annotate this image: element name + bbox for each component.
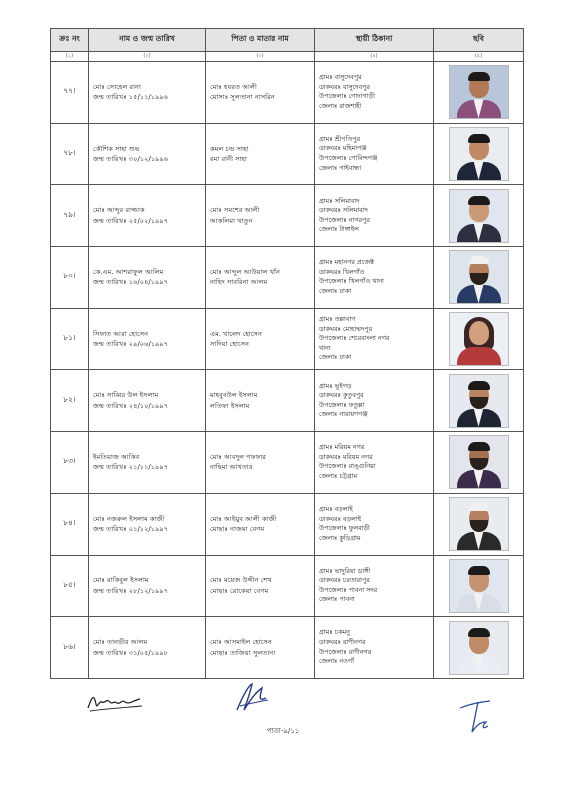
address-block [315, 135, 433, 173]
address-block [315, 197, 433, 235]
address-line: জেলাঃ চট্টগ্রাম [319, 472, 358, 481]
table-row [51, 308, 524, 370]
address-block [315, 315, 433, 363]
header-address: স্থায়ী ঠিকানা [315, 29, 434, 52]
candidate-name: মোঃ সাব্বির উল ইসলাম [93, 391, 159, 400]
address-cell [315, 370, 434, 432]
photo-cell [434, 617, 524, 679]
address-cell [315, 123, 434, 185]
photo-cell [434, 432, 524, 494]
address-line: জেলাঃ গাইবান্ধা [319, 163, 362, 172]
address-line: গ্রামঃ শ্রীপতিপুর [319, 134, 361, 143]
candidate-name: মোঃ নজরুল ইসলাম কাজী [93, 514, 165, 523]
address-line: জেলাঃ ঢাকা [319, 353, 352, 362]
address-line: গ্রামঃ ভূইগড় [319, 381, 352, 390]
father-name: কমল চন্দ্র সাহা [210, 144, 249, 153]
father-name: মোঃ ময়েজ উদ্দীন শেখ [210, 576, 272, 585]
candidate-name: মোঃ সোহেল রানা [93, 82, 141, 91]
address-cell [315, 62, 434, 124]
photo-cell [434, 123, 524, 185]
mother-name: নাছিমা আখতার [210, 463, 253, 472]
address-line: গ্রামঃ বড়লাই [319, 504, 353, 513]
header-serial: ক্রঃ নং [51, 29, 89, 52]
photo-cell [434, 62, 524, 124]
address-block [315, 628, 433, 666]
candidate-name: মোঃ তানভীর আলম [93, 638, 148, 647]
address-line: গ্রামঃ সলিমাবাদ [319, 196, 360, 205]
serial-cell: ৭৭। [51, 62, 89, 124]
parents-block [206, 575, 314, 596]
column-number-row [51, 52, 524, 62]
candidate-name: কৌশিক সাহা শুভ [93, 144, 140, 153]
parents-cell [206, 370, 315, 432]
table-row [51, 555, 524, 617]
name-cell [89, 432, 206, 494]
address-line: গ্রামঃ মহানগর প্রজেক্ট [319, 258, 374, 267]
table-row [51, 617, 524, 679]
signature-middle [232, 680, 272, 714]
table-row [51, 493, 524, 555]
address-block [315, 567, 433, 605]
address-line: ডাকঘরঃ চরতারাপুর [319, 576, 370, 585]
father-name: মোঃ সমশের আলী [210, 206, 260, 215]
name-block [89, 575, 205, 596]
parents-block [206, 514, 314, 535]
name-block [89, 452, 205, 473]
parents-cell [206, 185, 315, 247]
father-name: মোঃ হযরত আলী [210, 82, 257, 91]
address-block [315, 258, 433, 296]
serial-cell: ৮২। [51, 370, 89, 432]
parents-block [206, 329, 314, 350]
address-line: উপজেলাঃ ফুলবাড়ী [319, 524, 370, 533]
column-number: (৫) [434, 52, 524, 62]
serial-cell: ৭৮। [51, 123, 89, 185]
parents-cell [206, 123, 315, 185]
mother-name: মোছাঃ তাজিয়া সুলতানা [210, 648, 276, 657]
date-of-birth: জন্ম তারিখঃ ৩০/১২/১৯৯৬ [93, 155, 169, 164]
candidate-photo [449, 435, 509, 489]
address-cell [315, 617, 434, 679]
signature-left [84, 690, 146, 716]
name-cell [89, 617, 206, 679]
serial-cell: ৮৫। [51, 555, 89, 617]
parents-cell [206, 617, 315, 679]
serial-cell: ৮০। [51, 247, 89, 309]
parents-block [206, 144, 314, 165]
table-row [51, 62, 524, 124]
parents-cell [206, 308, 315, 370]
serial-cell: ৮১। [51, 308, 89, 370]
candidate-photo [449, 621, 509, 675]
date-of-birth: জন্ম তারিখঃ ২৮/১২/১৯৯৭ [93, 586, 169, 595]
column-number: (১) [51, 52, 89, 62]
candidate-name: মোঃ আব্দুর রাজ্জাক [93, 206, 145, 215]
table-row [51, 123, 524, 185]
parents-block [206, 205, 314, 226]
date-of-birth: জন্ম তারিখঃ ১৫/১১/১৯৯৬ [93, 93, 169, 102]
date-of-birth: জন্ম তারিখঃ ২৪/১০/১৯৯৭ [93, 401, 169, 410]
candidate-name: সিফাত আরা হোসেন [93, 329, 149, 338]
column-number: (৩) [206, 52, 315, 62]
father-name: এম. খালেদ হোসেন [210, 329, 262, 338]
parents-cell [206, 493, 315, 555]
candidate-name: মোঃ রাকিবুল ইসলাম [93, 576, 149, 585]
father-name: মোঃ আব্দুল আউয়াল খাঁন [210, 267, 280, 276]
candidate-name: ইমতিয়াজ আকিব [93, 452, 140, 461]
father-name: মোঃ আবদুল গফফার [210, 452, 266, 461]
serial-cell: ৮৩। [51, 432, 89, 494]
column-number: (৪) [315, 52, 434, 62]
parents-block [206, 637, 314, 658]
header-name: নাম ও জন্ম তারিখ [89, 29, 206, 52]
address-line: ডাকঘরঃ কুতুবপুর [319, 391, 364, 400]
photo-cell [434, 370, 524, 432]
name-cell [89, 308, 206, 370]
parents-block [206, 452, 314, 473]
address-line: ডাকঘরঃ বড়লাই [319, 514, 361, 523]
address-block [315, 443, 433, 481]
address-line: জেলাঃ নারায়ণগঞ্জ [319, 410, 368, 419]
address-line: জেলাঃ নওগাঁ [319, 657, 354, 666]
photo-cell [434, 493, 524, 555]
candidate-photo [449, 127, 509, 181]
name-cell [89, 555, 206, 617]
candidate-photo [449, 312, 509, 366]
address-line: গ্রামঃ মরিয়ম নগর [319, 443, 365, 452]
photo-cell [434, 555, 524, 617]
mother-name: মোসাঃ সুলতানা নাসরিন [210, 93, 275, 102]
page-number: পাতা-৯/১১ [266, 727, 300, 735]
candidate-photo [449, 559, 509, 613]
address-line: উপজেলাঃ শেরেবাংলা নগর [319, 334, 390, 343]
parents-cell [206, 62, 315, 124]
name-cell [89, 493, 206, 555]
address-line: উপজেলাঃ ফতুল্লা [319, 400, 365, 409]
date-of-birth: জন্ম তারিখঃ ১৬/০৪/১৯৯৭ [93, 278, 169, 287]
serial-cell: ৮৪। [51, 493, 89, 555]
address-line: উপজেলাঃ গোবিন্দগঞ্জ [319, 154, 378, 163]
date-of-birth: জন্ম তারিখঃ ২৯/০৬/১৯৯৭ [93, 340, 169, 349]
name-block [89, 637, 205, 658]
address-line: উপজেলাঃ পাবনা সদর [319, 585, 378, 594]
father-name: মোঃ আসমাইল হোসেন [210, 638, 272, 647]
parents-cell [206, 247, 315, 309]
candidate-name: কে.এম. আশরাফুল আলিম [93, 267, 164, 276]
mother-name: মোছাঃ নাজমা বেগম [210, 525, 265, 534]
name-block [89, 514, 205, 535]
address-line: উপজেলাঃ গোদাগাড়ী [319, 92, 375, 101]
name-block [89, 390, 205, 411]
name-cell [89, 247, 206, 309]
father-name: মাহবুবউল ইসলাম [210, 391, 258, 400]
photo-cell [434, 308, 524, 370]
address-line: জেলাঃ ঢাকা [319, 287, 352, 295]
name-cell [89, 185, 206, 247]
date-of-birth: জন্ম তারিখঃ ০১/১২/১৯৯৭ [93, 525, 169, 534]
photo-cell [434, 247, 524, 309]
address-line: গ্রামঃ ভাদুরিয়া ডাঙ্গী [319, 566, 371, 575]
name-cell [89, 123, 206, 185]
table-row [51, 370, 524, 432]
date-of-birth: জন্ম তারিখঃ ৩১/০৫/১৯৯৮ [93, 648, 169, 657]
serial-cell: ৮৬। [51, 617, 89, 679]
date-of-birth: জন্ম তারিখঃ ২৫/০২/১৯৯৭ [93, 216, 169, 225]
address-line: ডাকঘরঃ মহিমাগঞ্জ [319, 144, 367, 153]
address-line: গ্রামঃ চকমনু [319, 628, 350, 637]
address-cell [315, 185, 434, 247]
parents-block [206, 82, 314, 103]
name-cell [89, 62, 206, 124]
address-block [315, 382, 433, 420]
mother-name: রমা রানী সাহা [210, 155, 247, 164]
address-line: জেলাঃ টাঙ্গাইল [319, 225, 359, 234]
parents-block [206, 390, 314, 411]
mother-name: লতিফা ইসলাম [210, 401, 250, 410]
header-parents: পিতা ও মাতার নাম [206, 29, 315, 52]
address-line: জেলাঃ রাজশাহী [319, 101, 362, 110]
parents-cell [206, 432, 315, 494]
photo-cell [434, 185, 524, 247]
date-of-birth: জন্ম তারিখঃ ২১/১১/১৯৯৭ [93, 463, 169, 472]
address-line: উপজেলাঃ নাগরপুর [319, 215, 370, 224]
address-line: গ্রামঃ তল্লাবাগ [319, 315, 356, 324]
address-block [315, 73, 433, 111]
mother-name: আকলিমা খাতুন [210, 216, 253, 225]
name-block [89, 329, 205, 350]
address-block [315, 505, 433, 543]
address-line: ডাকঘরঃ খিলগাঁও [319, 267, 365, 276]
address-line: ডাকঘরঃ মরিয়ম নগর [319, 452, 373, 461]
candidate-photo [449, 65, 509, 119]
parents-block [206, 267, 314, 288]
address-line: ডাকঘরঃ রাণীনগর [319, 637, 366, 646]
father-name: মোঃ আইয়ুব আলী কাজী [210, 514, 277, 523]
address-cell [315, 555, 434, 617]
name-cell [89, 370, 206, 432]
name-block [89, 267, 205, 288]
address-line: ডাকঘরঃ সলিমাবাদ [319, 206, 368, 215]
address-cell [315, 308, 434, 370]
candidate-table [50, 28, 524, 679]
serial-cell: ৭৯। [51, 185, 89, 247]
address-line: ডাকঘরঃ মোহাম্মদপুর [319, 324, 373, 333]
header-row [51, 29, 524, 52]
candidate-photo [449, 250, 509, 304]
address-line: উপজেলাঃ রাঙ্গুনিয়া [319, 462, 376, 471]
mother-name: সাদিয়া হোসেন [210, 340, 250, 349]
address-line: উপজেলাঃ খিলগাঁও থানা [319, 277, 384, 286]
name-block [89, 205, 205, 226]
header-photo: ছবি [434, 29, 524, 52]
mother-name: নাহিদ সাবরিনা আলম [210, 278, 268, 287]
name-block [89, 82, 205, 103]
address-line: থানা [319, 343, 331, 352]
address-line: গ্রামঃ বাসুদেবপুর [319, 73, 362, 82]
address-line: জেলাঃ পাবনা [319, 595, 355, 604]
column-number: (২) [89, 52, 206, 62]
table-row [51, 432, 524, 494]
candidate-photo [449, 189, 509, 243]
address-cell [315, 432, 434, 494]
name-block [89, 144, 205, 165]
parents-cell [206, 555, 315, 617]
address-line: উপজেলাঃ রাণীনগর [319, 647, 372, 656]
candidate-photo [449, 497, 509, 551]
address-cell [315, 247, 434, 309]
address-line: ডাকঘরঃ বাসুদেবপুর [319, 82, 370, 91]
address-line: জেলাঃ কুড়িগ্রাম [319, 533, 361, 542]
candidate-photo [449, 374, 509, 428]
table-row [51, 247, 524, 309]
mother-name: মোছাঃ রোকেয়া বেগম [210, 586, 269, 595]
table-row [51, 185, 524, 247]
address-cell [315, 493, 434, 555]
